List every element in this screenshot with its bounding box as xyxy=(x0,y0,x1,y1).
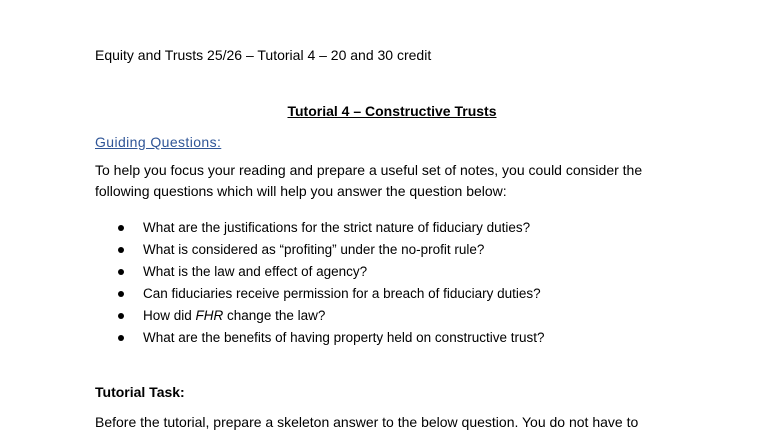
case-name-emphasis: FHR xyxy=(195,308,224,323)
intro-paragraph xyxy=(95,160,695,202)
question-text: What is considered as “profiting” under the no-profit rule? xyxy=(143,242,485,257)
tutorial-title: Tutorial 4 – Constructive Trusts xyxy=(287,103,497,119)
tutorial-task-text: Before the tutorial, prepare a skeleton answer to the below question. You do not have to xyxy=(95,414,639,430)
question-text: What is the law and effect of agency? xyxy=(143,264,368,279)
question-text xyxy=(143,305,325,327)
bullet-icon xyxy=(118,225,124,231)
question-text: What are the justifications for the strict nature of fiduciary duties? xyxy=(143,220,531,235)
bullet-icon xyxy=(118,269,124,275)
bullet-icon xyxy=(118,313,124,319)
bullet-icon xyxy=(118,335,124,341)
guiding-questions-heading: Guiding Questions: xyxy=(95,134,222,150)
document-header-line: Equity and Trusts 25/26 – Tutorial 4 – 20 and 30 credit xyxy=(95,47,432,63)
question-text: What are the benefits of having property held on constructive trust? xyxy=(143,330,545,345)
question-text-after: change the law? xyxy=(223,308,326,323)
intro-line: To help you focus your reading and prepare a useful set of notes, you could consider the xyxy=(95,162,643,178)
question-text: Can fiduciaries receive permission for a breach of fiduciary duties? xyxy=(143,286,541,301)
bullet-icon xyxy=(118,247,124,253)
intro-line: following questions which will help you answer the question below: xyxy=(95,183,507,199)
question-text-before: How did xyxy=(143,308,196,323)
tutorial-task-heading: Tutorial Task: xyxy=(95,384,185,400)
bullet-icon xyxy=(118,291,124,297)
